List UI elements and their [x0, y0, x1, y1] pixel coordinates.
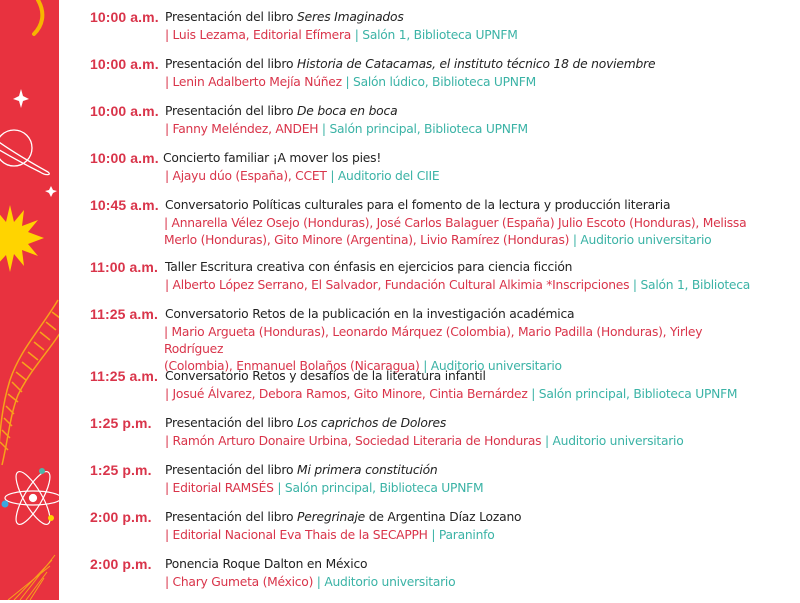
planet-icon	[0, 130, 49, 175]
decorative-sidebar	[0, 0, 59, 600]
event-people-line1: | Mario Argueta (Honduras), Leonardo Márquez (Colombia), Mario Padilla (Honduras), Yirley Rodríguez	[164, 325, 703, 356]
event-time: 10:00 a.m.	[90, 103, 159, 119]
event-people: | Lenin Adalberto Mejía Núñez	[165, 75, 346, 89]
event-details	[164, 215, 764, 249]
event-item	[90, 556, 790, 603]
event-title: Concierto familiar ¡A mover los pies!	[163, 151, 382, 165]
sparkle-icon	[13, 89, 29, 108]
event-place: | Salón principal, Biblioteca UPNFM	[531, 387, 738, 401]
event-place: | Auditorio universitario	[316, 575, 456, 589]
event-title: Presentación del libro De boca en boca	[165, 104, 398, 118]
event-details	[165, 121, 765, 138]
event-item	[90, 103, 790, 150]
event-time: 2:00 p.m.	[90, 509, 152, 525]
event-item	[90, 306, 790, 373]
event-people: | Chary Gumeta (México)	[165, 575, 317, 589]
event-schedule	[90, 9, 790, 603]
event-place: | Salón 1, Biblioteca	[632, 278, 751, 292]
event-details	[165, 277, 765, 294]
event-place: | Salón principal, Biblioteca UPNFM	[321, 122, 528, 136]
event-people: | Editorial Nacional Eva Thais de la SECAPPH	[165, 528, 432, 542]
event-place: | Salón 1, Biblioteca UPNFM	[354, 28, 518, 42]
event-title: Ponencia Roque Dalton en México	[165, 557, 368, 571]
event-details	[165, 74, 765, 91]
event-details	[165, 168, 765, 185]
event-place: | Paraninfo	[431, 528, 495, 542]
event-time: 10:00 a.m.	[90, 9, 159, 25]
event-people: | Editorial RAMSÉS	[165, 481, 278, 495]
comet-icon	[8, 555, 55, 600]
event-details	[165, 433, 765, 450]
event-time: 10:00 a.m.	[90, 150, 159, 166]
event-time: 1:25 p.m.	[90, 415, 152, 431]
event-place: | Auditorio del CIIE	[330, 169, 440, 183]
event-title: Conversatorio Retos y desafíos de la literatura infantil	[165, 369, 486, 383]
event-item	[90, 197, 790, 259]
event-title: Taller Escritura creativa con énfasis en ejercicios para ciencia ficción	[165, 260, 573, 274]
event-title: Presentación del libro Peregrinaje de Argentina Díaz Lozano	[165, 510, 522, 524]
event-time: 11:00 a.m.	[90, 259, 158, 275]
event-details	[165, 27, 765, 44]
starburst-icon	[0, 205, 44, 272]
event-people-line2: (Colombia), Enmanuel Bolaños (Nicaragua)	[164, 359, 424, 373]
event-people: | Luis Lezama, Editorial Efímera	[165, 28, 355, 42]
event-people: | Alberto López Serrano, El Salvador, Fundación Cultural Alkimia *Inscripciones	[165, 278, 633, 292]
event-item	[90, 150, 790, 197]
event-time: 11:25 a.m.	[90, 306, 158, 322]
event-people-line1: | Annarella Vélez Osejo (Honduras), José Carlos Balaguer (España) Julio Escoto (Honduras), Melissa	[164, 216, 747, 230]
event-item	[90, 509, 790, 556]
event-place: | Salón lúdico, Biblioteca UPNFM	[345, 75, 536, 89]
event-title: Conversatorio Políticas culturales para el fomento de la lectura y producción literaria	[165, 198, 671, 212]
event-place: | Auditorio universitario	[572, 233, 712, 247]
event-time: 2:00 p.m.	[90, 556, 152, 572]
event-time: 10:00 a.m.	[90, 56, 159, 72]
event-details	[165, 574, 765, 591]
event-item	[90, 56, 790, 103]
event-item	[90, 462, 790, 509]
event-title: Conversatorio Retos de la publicación en la investigación académica	[165, 307, 575, 321]
event-place: | Auditorio universitario	[423, 359, 562, 373]
event-title: Presentación del libro Historia de Catacamas, el instituto técnico 18 de noviembre	[165, 57, 656, 71]
dna-icon	[0, 300, 59, 465]
event-details	[165, 386, 765, 403]
event-people: | Ramón Arturo Donaire Urbina, Sociedad Literaria de Honduras	[165, 434, 545, 448]
event-place: | Auditorio universitario	[544, 434, 684, 448]
event-place: | Salón principal, Biblioteca UPNFM	[277, 481, 484, 495]
event-people-line2: Merlo (Honduras), Gito Minore (Argentina), Livio Ramírez (Honduras)	[164, 233, 573, 247]
event-time: 10:45 a.m.	[90, 197, 159, 213]
event-details	[165, 480, 765, 497]
event-item	[90, 9, 790, 56]
event-item	[90, 259, 790, 306]
star-icon	[45, 186, 57, 197]
event-title: Presentación del libro Mi primera constitución	[165, 463, 438, 477]
event-item	[90, 415, 790, 462]
event-time: 11:25 a.m.	[90, 368, 158, 384]
atom-icon	[2, 468, 60, 529]
curve-icon	[34, 0, 42, 34]
event-item	[90, 368, 790, 415]
event-people: | Ajayu dúo (España), CCET	[165, 169, 331, 183]
event-title: Presentación del libro Seres Imaginados	[165, 10, 404, 24]
event-details	[165, 527, 765, 544]
event-people: | Fanny Meléndez, ANDEH	[165, 122, 322, 136]
event-time: 1:25 p.m.	[90, 462, 152, 478]
event-people: | Josué Álvarez, Debora Ramos, Gito Minore, Cintia Bernárdez	[165, 387, 532, 401]
event-title: Presentación del libro Los caprichos de Dolores	[165, 416, 447, 430]
